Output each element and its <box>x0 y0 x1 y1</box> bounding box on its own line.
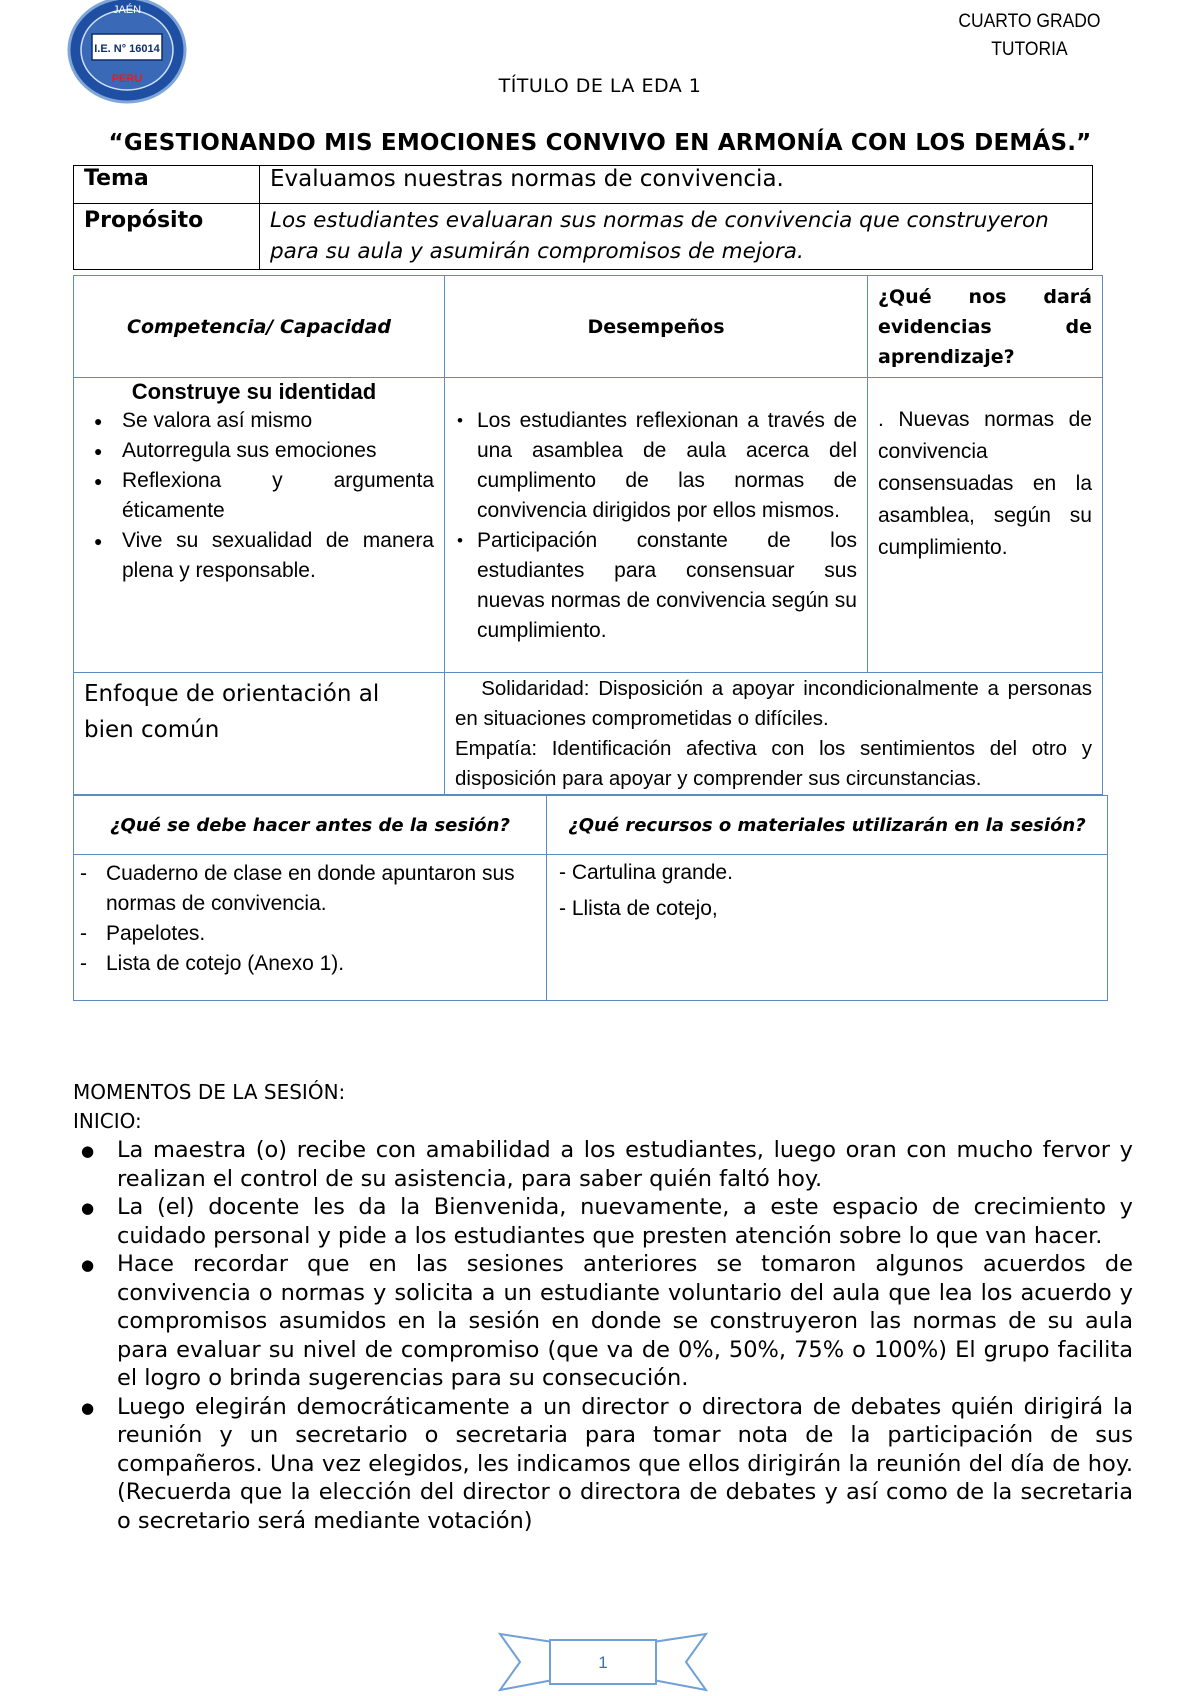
page-number: 1 <box>598 1653 608 1672</box>
recursos-cell <box>547 855 1108 1001</box>
desempenos-cell <box>445 378 868 673</box>
antes-header: ¿Qué se debe hacer antes de la sesión? <box>74 796 547 855</box>
capacidad-item: ● Se valora así mismo <box>74 406 434 436</box>
logo-top-text: JAÉN <box>112 4 142 16</box>
inicio-list <box>73 1136 1133 1535</box>
desempenos-list <box>445 406 857 646</box>
preparacion-table <box>73 795 1108 1001</box>
eda-title: TÍTULO DE LA EDA 1 <box>498 75 702 97</box>
main-title: “GESTIONANDO MIS EMOCIONES CONVIVO EN ARMONÍA CON LOS DEMÁS.” <box>108 130 1092 156</box>
momento-item: ● La maestra (o) recibe con amabilidad a los estudiantes, luego oran con mucho fervor y realizan el control de su asistencia, para saber quién faltó hoy. <box>73 1136 1133 1193</box>
tema-label: Tema <box>74 166 260 204</box>
antes-item: - Cuaderno de clase en donde apuntaron sus normas de convivencia. <box>74 859 536 919</box>
antes-item: - Lista de cotejo (Anexo 1). <box>74 949 536 979</box>
competencia-title: Construye su identidad <box>131 379 377 404</box>
enfoque-label: Enfoque de orientación al bien común <box>74 673 445 795</box>
desempeno-item: • Participación constante de los estudiantes para consensuar sus nuevas normas de convivencia según su cumplimiento. <box>445 526 857 646</box>
momentos-section <box>73 1078 1133 1535</box>
logo-bottom-text: PERU <box>111 73 143 85</box>
header-grade-block <box>958 8 1100 64</box>
antes-list <box>74 859 536 979</box>
tema-table <box>73 165 1093 270</box>
logo-center-text: I.E. N° 16014 <box>94 43 160 55</box>
proposito-value: Los estudiantes evaluaran sus normas de convivencia que construyeron para su aula y asumirán compromisos de mejora. <box>260 204 1093 270</box>
enfoque-solidaridad: Solidaridad: Disposición a apoyar incondicionalmente a personas en situaciones comprometidas o difíciles. <box>455 677 1098 730</box>
enfoque-empatia: Empatía: Identificación afectiva con los sentimientos del otro y disposición para apoyar y comprender sus circunstancias. <box>455 737 1092 790</box>
capacidad-item: ● Autorregula sus emociones <box>74 436 434 466</box>
tema-value: Evaluamos nuestras normas de convivencia. <box>260 166 1093 204</box>
capacidad-item: ● Vive su sexualidad de manera plena y responsable. <box>74 526 434 586</box>
inicio-heading: INICIO: <box>73 1109 142 1133</box>
momentos-title: MOMENTOS DE LA SESIÓN: <box>73 1080 346 1104</box>
proposito-label: Propósito <box>74 204 260 270</box>
evidencia-cell: . Nuevas normas de convivencia consensuadas en la asamblea, según su cumplimiento. <box>868 378 1103 673</box>
capacidades-cell <box>74 378 445 673</box>
desempeno-item: • Los estudiantes reflexionan a través de una asamblea de aula acerca del cumplimento de las normas de convivencia dirigidos por ellos mismos. <box>445 406 857 526</box>
enfoque-cell <box>445 673 1103 795</box>
page-number-ribbon <box>498 1632 708 1692</box>
evidencia-header: ¿Qué nos dará evidencias de aprendizaje? <box>868 276 1103 378</box>
momento-item: ● Hace recordar que en las sesiones anteriores se tomaron algunos acuerdos de convivencia o normas y solicita a un estudiante voluntario del aula que lea los acuerdo y compromisos asumidos en la sesión en donde se construyeron las normas de su aula para evaluar su nivel de compromiso (que va de 0%, 50%, 75% o 100%) El grupo facilita el logro o brinda sugerencias para su consecución. <box>73 1250 1133 1393</box>
recursos-header: ¿Qué recursos o materiales utilizarán en la sesión? <box>547 796 1108 855</box>
antes-item: - Papelotes. <box>74 919 536 949</box>
recurso-item: - Cartulina grande. <box>559 861 733 884</box>
capacidad-item: ● Reflexiona y argumenta éticamente <box>74 466 434 526</box>
momento-item: ● La (el) docente les da la Bienvenida, nuevamente, a este espacio de crecimiento y cuidado personal y pide a los estudiantes que presten atención sobre lo que van hacer. <box>73 1193 1133 1250</box>
competencia-header: Competencia/ Capacidad <box>74 276 445 378</box>
competencias-table <box>73 275 1103 795</box>
capacidades-list <box>74 406 434 586</box>
area-label: TUTORIA <box>990 39 1068 60</box>
desempenos-header: Desempeños <box>445 276 868 378</box>
momento-item: ● Luego elegirán democráticamente a un director o directora de debates quién dirigirá la reunión y un secretario o secretaria para tomar nota de la participación de sus compañeros. Una vez elegidos, les indicamos que ellos dirigirán la reunión del día de hoy. (Recuerda que la elección del director o directora de debates y así como de la secretaria o secretario será mediante votación) <box>73 1393 1133 1536</box>
recurso-item: - Llista de cotejo, <box>559 897 718 920</box>
antes-cell <box>74 855 547 1001</box>
grade-label: CUARTO GRADO <box>957 11 1100 32</box>
